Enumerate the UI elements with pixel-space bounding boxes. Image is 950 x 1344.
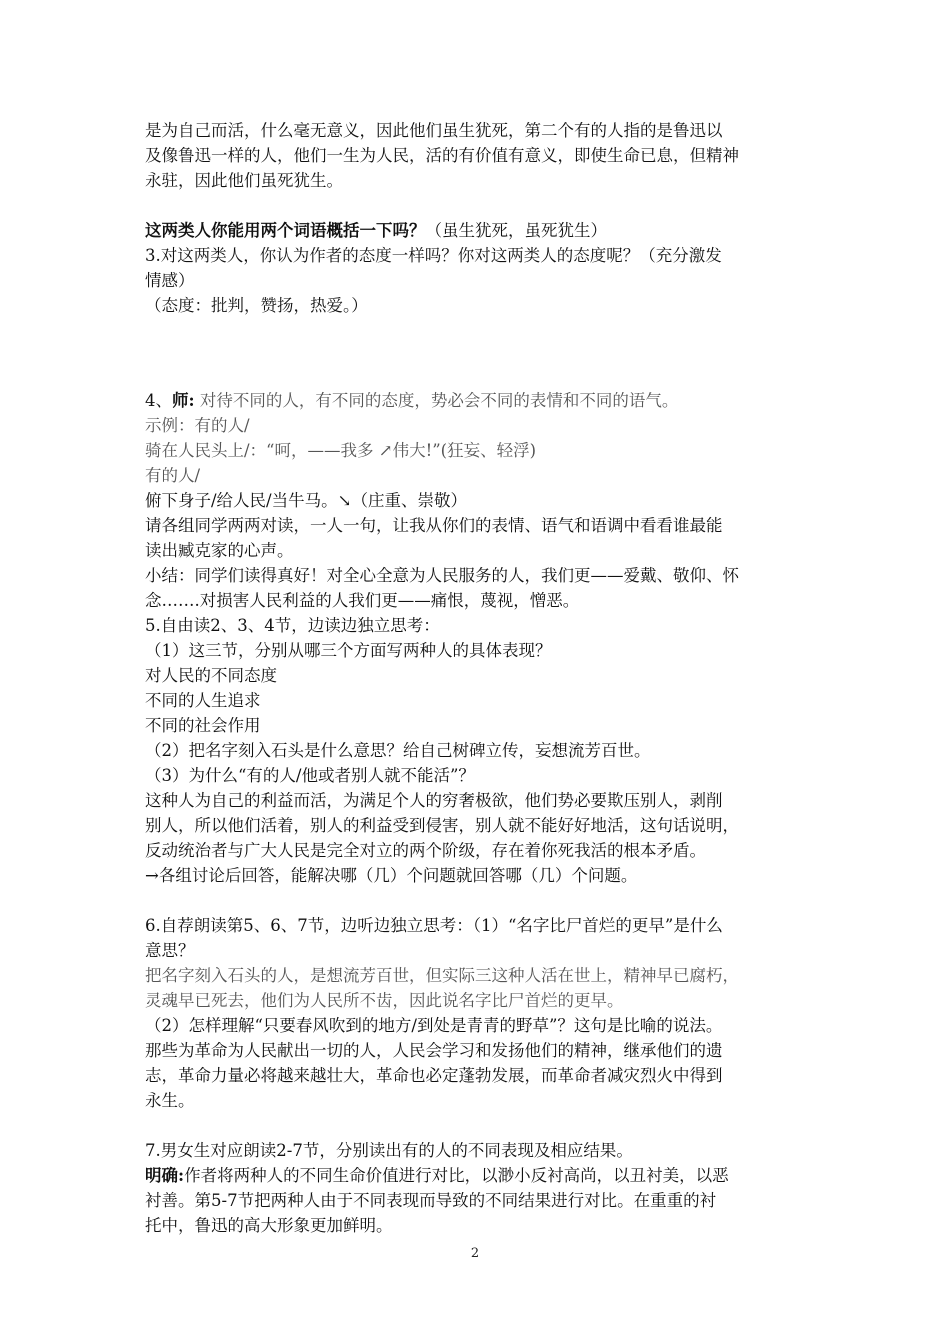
text-line: 那些为革命为人民献出一切的人，人民会学习和发扬他们的精神，继承他们的遗: [145, 1041, 723, 1060]
text-line: 7.男女生对应朗读2-7节，分别读出有的人的不同表现及相应结果。: [145, 1141, 633, 1160]
question-4-number: 4、: [145, 391, 172, 410]
text-line: 3.对这两类人，你认为作者的态度一样吗？你对这两类人的态度呢？（充分激发: [145, 246, 722, 265]
clarify-label: 明确:: [145, 1166, 185, 1185]
question-4: [145, 388, 810, 413]
page-number: 2: [470, 1246, 480, 1261]
text-line: 请各组同学两两对读，一人一句，让我从你们的表情、语气和语调中看看谁最能: [145, 516, 723, 535]
text-line: 别人，所以他们活着，别人的利益受到侵害，别人就不能好好地活，这句话说明，: [145, 816, 739, 835]
example-line: 骑在人民头上/：“呵，——我多 ↗伟大!”(狂妄、轻浮): [145, 441, 537, 460]
text-line: 不同的社会作用: [145, 716, 261, 735]
clarify-text: 作者将两种人的不同生命价值进行对比，以渺小反衬高尚，以丑衬美，以恶: [184, 1166, 729, 1185]
document-body: [145, 118, 810, 1238]
text-line: 不同的人生追求: [145, 691, 261, 710]
text-line: 及像鲁迅一样的人，他们一生为人民，活的有价值有意义，即使生命已息，但精神: [145, 146, 739, 165]
text-line: 6.自荐朗读第5、6、7节，边听边独立思考：（1）“名字比尸首烂的更早”是什么: [145, 916, 723, 935]
question-2-label: 这两类人你能用两个词语概括一下吗？: [145, 221, 426, 240]
teacher-label: 师:: [172, 391, 195, 410]
question-2-answer: （虽生犹死，虽死犹生）: [425, 221, 607, 240]
text-line: 意思？: [145, 941, 195, 960]
text-line: →各组讨论后回答，能解决哪（几）个问题就回答哪（几）个问题。: [145, 866, 638, 885]
text-line: 衬善。第5-7节把两种人由于不同表现而导致的不同结果进行对比。在重重的衬: [145, 1191, 717, 1210]
example-line: 示例：有的人/: [145, 416, 250, 435]
question-4-text: 对待不同的人，有不同的态度，势必会不同的表情和不同的语气。: [194, 391, 679, 410]
text-line: （2）把名字刻入石头是什么意思？给自己树碑立传，妄想流芳百世。: [145, 741, 651, 760]
text-line: （态度：批判，赞扬，热爱。）: [145, 296, 368, 315]
text-line: 对人民的不同态度: [145, 666, 277, 685]
text-line: 反动统治者与广大人民是完全对立的两个阶级，存在着你死我活的根本矛盾。: [145, 841, 706, 860]
text-line: 小结：同学们读得真好！对全心全意为人民服务的人，我们更——爱戴、敬仰、怀: [145, 566, 739, 585]
text-line: 托中，鲁迅的高大形象更加鲜明。: [145, 1216, 393, 1235]
text-line: 是为自己而活，什么毫无意义，因此他们虽生犹死，第二个有的人指的是鲁迅以: [145, 121, 723, 140]
text-line: 把名字刻入石头的人，是想流芳百世，但实际三这种人活在世上，精神早已腐朽，: [145, 966, 739, 985]
text-line: 永生。: [145, 1091, 195, 1110]
text-line: （1）这三节，分别从哪三个方面写两种人的具体表现？: [145, 641, 552, 660]
text-line: 志，革命力量必将越来越壮大，革命也必定蓬勃发展，而革命者减灾烈火中得到: [145, 1066, 723, 1085]
question-7-clarify: [145, 1163, 810, 1188]
example-line: 俯下身子/给人民/当牛马。↘（庄重、崇敬）: [145, 491, 467, 510]
text-line: 永驻，因此他们虽死犹生。: [145, 171, 343, 190]
text-line: 情感）: [145, 271, 195, 290]
text-line: （2）怎样理解“只要春风吹到的地方/到处是青青的野草”？这句是比喻的说法。: [145, 1016, 723, 1035]
text-line: 这种人为自己的利益而活，为满足个人的穷奢极欲，他们势必要欺压别人，剥削: [145, 791, 723, 810]
text-line: 5.自由读2、3、4节，边读边独立思考：: [145, 616, 440, 635]
text-line: 读出臧克家的心声。: [145, 541, 294, 560]
text-line: 灵魂早已死去，他们为人民所不齿，因此说名字比尸首烂的更早。: [145, 991, 624, 1010]
example-line: 有的人/: [145, 466, 201, 485]
text-line: （3）为什么“有的人/他或者别人就不能活”？: [145, 766, 475, 785]
question-2: [145, 218, 810, 243]
text-line: 念…….对损害人民利益的人我们更——痛恨，蔑视，憎恶。: [145, 591, 580, 610]
